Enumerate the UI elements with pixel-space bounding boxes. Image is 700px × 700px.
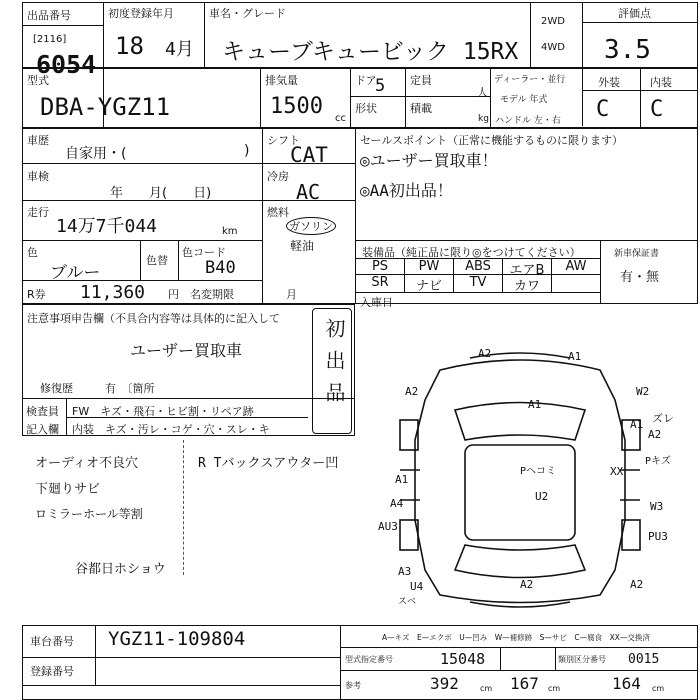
notes-value: ユーザー買取車: [130, 341, 243, 360]
warranty-label: 新車保証書: [614, 249, 660, 259]
color-code-value: B40: [205, 258, 236, 278]
first-listing-text: 初出品: [322, 318, 346, 414]
exterior-label: 外装: [598, 76, 620, 89]
damage-mark: AU3: [378, 520, 398, 533]
class-label: 類別区分番号: [558, 655, 606, 664]
mileage-label: 走行: [27, 206, 49, 219]
grade-label: 評価点: [618, 7, 651, 20]
color-code-label: 色コード: [182, 246, 226, 259]
model-year-label: モデル 年式: [500, 95, 548, 105]
damage-mark: U2: [535, 490, 549, 503]
shift-label: シフト: [267, 134, 300, 147]
damage-mark: A2: [520, 578, 534, 591]
class-value: 0015: [628, 652, 660, 667]
damage-mark: XX: [610, 465, 624, 478]
model-name: キューブキュービック 15RX: [222, 39, 519, 65]
damage-mark: W3: [650, 500, 664, 513]
damage-mark: A1: [630, 418, 644, 431]
damage-mark: Pヘコミ: [520, 466, 557, 477]
equip-ps: PS: [371, 259, 389, 274]
doors-label: ドア: [355, 74, 377, 87]
equip-sr: SR: [371, 275, 389, 290]
equipment-label: 装備品（純正品に限り◎をつけてください）: [362, 246, 581, 259]
interior-value: C: [650, 97, 664, 122]
type-value: DBA-YGZ11: [40, 93, 171, 121]
fw-row: FW キズ・飛石・ヒビ割・リペア跡: [72, 405, 254, 418]
damage-mark: ズレ: [652, 412, 674, 425]
note-3: ロミラーホール等割: [35, 507, 143, 521]
damage-mark: W2: [636, 385, 650, 398]
name-change-unit: 月: [286, 288, 297, 301]
damage-mark: PU3: [648, 530, 668, 543]
grade-value: 3.5: [604, 35, 651, 65]
equip-leather: カワ: [513, 279, 540, 294]
capacity-label: 定員: [410, 74, 432, 87]
length-unit: cm: [480, 684, 493, 693]
damage-mark: A3: [398, 565, 412, 578]
note-4: 谷都日ホショウ: [75, 562, 166, 577]
equip-aw: AW: [565, 259, 587, 274]
history-close: ): [244, 143, 250, 159]
equip-tv: TV: [469, 275, 487, 290]
shift-value: CAT: [290, 143, 328, 167]
shape-label: 形状: [355, 102, 377, 115]
damage-mark: A2: [648, 428, 662, 441]
exterior-value: C: [596, 97, 610, 122]
name-change-label: 名変期限: [190, 288, 234, 301]
repair-label: 修復歴: [40, 382, 73, 395]
length-value: 392: [430, 674, 459, 693]
inspection-label: 車検: [27, 170, 49, 183]
load-unit: kg: [478, 114, 489, 124]
capacity-unit: 人: [477, 86, 488, 99]
mileage-value: 14万7千044: [56, 216, 158, 237]
recycle-unit: 円: [168, 288, 179, 301]
damage-mark: A2: [630, 578, 644, 591]
damage-mark: Pキズ: [645, 456, 671, 467]
width-unit: cm: [548, 684, 561, 693]
color-change-label: 色替: [146, 254, 168, 267]
height-unit: cm: [652, 684, 665, 693]
damage-mark: A1: [568, 350, 582, 363]
dims-label: 参考: [345, 681, 361, 690]
history-value: 自家用・(: [65, 146, 127, 162]
drive-4wd: 4WD: [541, 42, 565, 53]
lot-number-label: 出品番号: [27, 9, 71, 22]
mileage-unit: km: [222, 226, 238, 237]
equip-airbag: エアB: [509, 263, 545, 278]
height-value: 164: [612, 674, 641, 693]
first-registration-year: 18: [115, 32, 144, 60]
interior-label: 内装: [650, 76, 672, 89]
note-1: オーディオ不良穴: [35, 456, 138, 471]
note-2: 下廻りサビ: [35, 482, 101, 497]
color-label: 色: [27, 246, 38, 259]
ac-value: AC: [296, 180, 321, 204]
history-label: 車歴: [27, 134, 49, 147]
recycle-label: R券: [27, 288, 46, 301]
sales-point-2: ◎AA初出品！: [360, 181, 453, 200]
sales-point-1: ◎ユーザー買取車！: [360, 151, 498, 170]
damage-mark: A4: [390, 497, 404, 510]
equip-abs: ABS: [465, 259, 491, 274]
damage-mark: U4: [410, 580, 424, 593]
warranty-value: 有・無: [620, 270, 660, 285]
type-cert-value: 15048: [440, 650, 486, 668]
displacement-value: 1500: [270, 94, 323, 119]
dealer-label: ディーラー・並行: [494, 75, 566, 85]
displacement-label: 排気量: [265, 74, 298, 87]
inspection-value: 年 月( 日): [110, 186, 212, 201]
chassis-value: YGZ11-109804: [108, 628, 246, 650]
damage-mark: A1: [528, 398, 542, 411]
displacement-unit: cc: [335, 113, 346, 124]
damage-mark: スベ: [398, 597, 417, 607]
fuel-diesel: 軽油: [290, 239, 315, 253]
damage-mark: A2: [405, 385, 419, 398]
inspector-label-1: 検査員: [26, 405, 59, 418]
first-registration-label: 初度登録年月: [108, 7, 174, 20]
equip-pw: PW: [418, 259, 440, 274]
width-value: 167: [510, 674, 539, 693]
registration-label: 登録番号: [30, 665, 74, 678]
doors-value: 5: [375, 76, 386, 96]
damage-legend: A—キズ E—エクボ U—凹み W—補修跡 S—サビ C—腐食 XX—交換済: [382, 633, 650, 642]
interior-row: 内装 キズ・汚レ・コゲ・穴・スレ・キ: [72, 423, 270, 436]
equip-navi: ナビ: [415, 279, 442, 294]
drive-2wd: 2WD: [541, 16, 565, 27]
damage-mark: A1: [395, 473, 409, 486]
notes-label: 注意事項申告欄（不具合内容等は具体的に記入して: [27, 312, 280, 325]
recycle-value: 11,360: [80, 282, 146, 303]
lot-number: 6054: [36, 50, 97, 79]
load-label: 積載: [410, 102, 432, 115]
ac-label: 冷房: [267, 170, 289, 183]
note-5: R Tバックスアウター凹: [198, 456, 339, 471]
fuel-label: 燃料: [267, 206, 289, 219]
chassis-label: 車台番号: [30, 635, 74, 648]
fuel-gasoline: ガソリン: [286, 217, 336, 235]
handle-label: ハンドル 左・右: [495, 116, 561, 126]
type-label: 型式: [27, 74, 49, 87]
first-registration-month: 4月: [165, 39, 194, 60]
type-cert-label: 型式指定番号: [345, 655, 393, 664]
lot-code: [2116]: [33, 34, 67, 45]
color-value: ブルー: [50, 263, 101, 283]
inspector-label-2: 記入欄: [26, 423, 59, 436]
model-grade-label: 車名・グレード: [209, 7, 286, 20]
repair-value: 有 〔箇所: [105, 382, 155, 395]
damage-mark: A2: [478, 347, 492, 360]
sales-points-label: セールスポイント（正常に機能するものに限ります）: [360, 134, 624, 147]
arrival-label: 入庫日: [360, 296, 393, 309]
